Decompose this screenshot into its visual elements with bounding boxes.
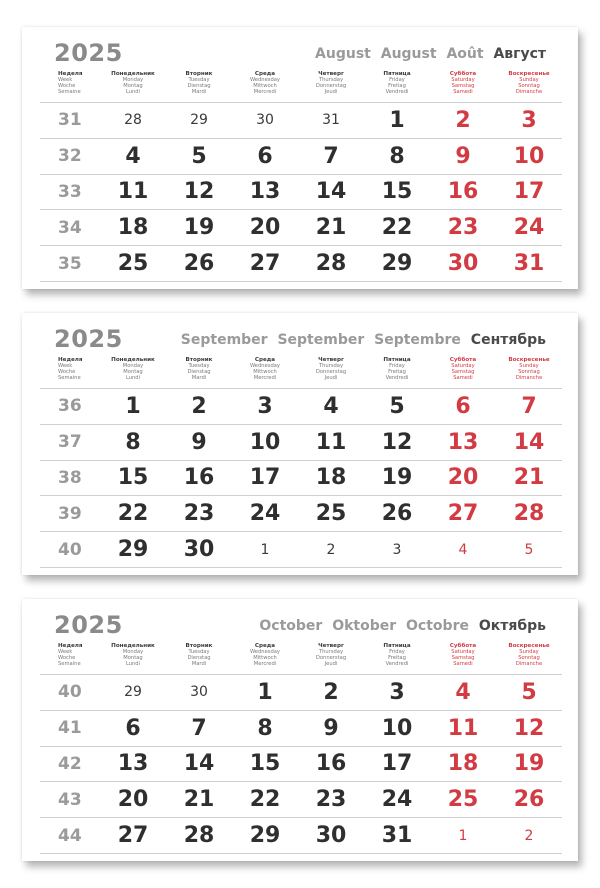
weekday-label-de: Dienstag <box>187 369 211 375</box>
day-cell: 15 <box>381 179 413 205</box>
weekday-label-en: Friday <box>389 363 405 369</box>
weekday-label-ru: Суббота <box>449 643 477 649</box>
day-cell: 20 <box>447 465 479 491</box>
day-cell: 23 <box>183 501 215 527</box>
weekday-label-de: Samstag <box>451 369 475 375</box>
weekday-label-ru: Четверг <box>318 357 344 363</box>
weekday-label-en: Saturday <box>451 649 475 655</box>
day-cell: 24 <box>249 501 281 527</box>
weekday-label-fr: Samedi <box>453 375 473 381</box>
day-cell: 31 <box>513 251 545 277</box>
weekday-header-cell <box>166 643 232 673</box>
weekday-header-cell <box>430 357 496 387</box>
year-label: 2025 <box>54 611 123 639</box>
day-cell: 20 <box>249 215 281 241</box>
week-row <box>40 209 562 245</box>
weekday-label-fr: Mardi <box>191 375 207 381</box>
weekday-label-ru: Воскресенье <box>508 357 550 363</box>
weekday-label-de: Sonntag <box>518 83 540 89</box>
day-cell: 26 <box>513 787 545 813</box>
month-name-de: September <box>277 332 365 348</box>
day-cell: 23 <box>315 787 347 813</box>
day-cell: 6 <box>455 393 471 419</box>
weekday-label-en: Tuesday <box>188 77 210 83</box>
weekday-label-de: Woche <box>58 369 76 375</box>
day-cell: 9 <box>191 429 207 455</box>
week-number: 33 <box>58 181 82 202</box>
week-row <box>40 674 562 710</box>
day-cell: 24 <box>513 215 545 241</box>
day-cell: 10 <box>513 143 545 169</box>
month-names <box>310 46 546 62</box>
day-cell: 8 <box>389 143 405 169</box>
day-cell: 7 <box>521 393 537 419</box>
weekday-label-fr: Jeudi <box>324 661 338 667</box>
weekday-label-en: Monday <box>122 649 144 655</box>
week-number: 41 <box>58 718 82 739</box>
day-cell: 16 <box>447 179 479 205</box>
day-cell: 9 <box>323 715 339 741</box>
weekday-label-ru: Вторник <box>185 643 213 649</box>
weekday-label-de: Freitag <box>388 655 406 661</box>
month-panel-august <box>22 27 578 289</box>
weekday-label-ru: Понедельник <box>111 71 155 77</box>
week-number: 31 <box>58 110 82 131</box>
day-cell: 3 <box>521 107 537 133</box>
weekday-label-en: Sunday <box>519 649 539 655</box>
weekday-label-en: Week <box>58 77 73 83</box>
day-cell: 1 <box>389 107 405 133</box>
month-name-en: October <box>259 618 323 634</box>
day-cell: 28 <box>315 251 347 277</box>
year-label: 2025 <box>54 39 123 67</box>
day-cell: 27 <box>117 823 149 849</box>
month-name-ru: Октябрь <box>478 618 546 634</box>
weekday-label-fr: Lundi <box>125 89 141 95</box>
week-number: 34 <box>58 217 82 238</box>
day-cell: 17 <box>249 465 281 491</box>
weekday-label-en: Wednesday <box>249 77 281 83</box>
day-cell: 30 <box>183 537 215 563</box>
month-name-de: August <box>380 46 437 62</box>
day-cell: 5 <box>389 393 405 419</box>
day-cell: 19 <box>381 465 413 491</box>
weekday-label-en: Sunday <box>519 77 539 83</box>
day-cell: 26 <box>381 501 413 527</box>
day-cell: 14 <box>183 751 215 777</box>
weekday-label-en: Sunday <box>519 363 539 369</box>
weekday-label-fr: Semaine <box>58 375 81 381</box>
weekday-label-fr: Mercredi <box>253 661 277 667</box>
day-cell: 17 <box>513 179 545 205</box>
weekday-label-ru: Неделя <box>58 643 83 649</box>
calendar-grid <box>40 674 562 854</box>
weekday-label-ru: Неделя <box>58 71 83 77</box>
week-number: 40 <box>58 682 82 703</box>
week-number: 37 <box>58 432 82 453</box>
day-cell: 12 <box>183 179 215 205</box>
weekday-header-cell <box>232 357 298 387</box>
day-cell: 3 <box>257 393 273 419</box>
weekday-label-ru: Среда <box>254 71 276 77</box>
adjacent-month-day-cell: 3 <box>392 541 402 558</box>
weekday-header-cell <box>496 71 562 101</box>
weekday-label-de: Mittwoch <box>253 369 277 375</box>
week-number: 40 <box>58 539 82 560</box>
weekday-label-de: Sonntag <box>518 369 540 375</box>
day-cell: 2 <box>455 107 471 133</box>
adjacent-month-day-cell: 2 <box>524 827 534 844</box>
day-cell: 29 <box>249 823 281 849</box>
weekday-label-ru: Пятница <box>383 357 411 363</box>
day-cell: 14 <box>315 179 347 205</box>
day-cell: 25 <box>117 251 149 277</box>
day-cell: 13 <box>249 179 281 205</box>
day-cell: 29 <box>117 537 149 563</box>
day-cell: 29 <box>381 251 413 277</box>
day-cell: 16 <box>183 465 215 491</box>
weekday-label-de: Montag <box>123 83 143 89</box>
day-cell: 5 <box>191 143 207 169</box>
day-cell: 20 <box>117 787 149 813</box>
year-label: 2025 <box>54 325 123 353</box>
weekday-label-de: Mittwoch <box>253 83 277 89</box>
day-cell: 22 <box>249 787 281 813</box>
day-cell: 22 <box>117 501 149 527</box>
week-row <box>40 781 562 817</box>
adjacent-month-day-cell: 2 <box>326 541 336 558</box>
weekday-label-en: Thursday <box>318 77 344 83</box>
day-cell: 6 <box>125 715 141 741</box>
weekday-label-en: Tuesday <box>188 649 210 655</box>
day-cell: 7 <box>323 143 339 169</box>
adjacent-month-day-cell: 1 <box>458 827 468 844</box>
weekday-header <box>40 643 562 673</box>
week-number: 44 <box>58 825 82 846</box>
adjacent-month-day-cell: 31 <box>322 112 340 129</box>
weekday-header-cell <box>364 643 430 673</box>
week-row <box>40 424 562 460</box>
weekday-label-fr: Dimanche <box>515 89 543 95</box>
weekday-label-ru: Четверг <box>318 71 344 77</box>
weekday-header-cell <box>364 71 430 101</box>
week-row <box>40 245 562 282</box>
weekday-label-de: Montag <box>123 655 143 661</box>
weekday-label-fr: Semaine <box>58 661 81 667</box>
weekday-header-cell <box>100 643 166 673</box>
weekday-label-en: Thursday <box>318 363 344 369</box>
week-row <box>40 531 562 568</box>
adjacent-month-day-cell: 4 <box>458 541 468 558</box>
weekday-label-de: Woche <box>58 83 76 89</box>
weekday-label-fr: Dimanche <box>515 375 543 381</box>
weekday-label-fr: Vendredi <box>385 89 409 95</box>
day-cell: 15 <box>117 465 149 491</box>
weekday-label-ru: Пятница <box>383 643 411 649</box>
week-number: 32 <box>58 146 82 167</box>
day-cell: 19 <box>513 751 545 777</box>
week-row <box>40 460 562 496</box>
weekday-label-en: Friday <box>389 649 405 655</box>
month-name-ru: Сентябрь <box>470 332 546 348</box>
day-cell: 16 <box>315 751 347 777</box>
day-cell: 22 <box>381 215 413 241</box>
month-name-fr: Septembre <box>374 332 461 348</box>
month-name-fr: Octobre <box>406 618 469 634</box>
month-panel-october <box>22 599 578 861</box>
weekday-label-fr: Lundi <box>125 375 141 381</box>
weekday-header-cell <box>40 643 100 673</box>
week-number: 38 <box>58 467 82 488</box>
week-row <box>40 102 562 138</box>
day-cell: 11 <box>315 429 347 455</box>
weekday-header-cell <box>232 643 298 673</box>
weekday-label-de: Samstag <box>451 655 475 661</box>
day-cell: 18 <box>447 751 479 777</box>
day-cell: 28 <box>183 823 215 849</box>
day-cell: 14 <box>513 429 545 455</box>
weekday-label-fr: Samedi <box>453 661 473 667</box>
day-cell: 31 <box>381 823 413 849</box>
week-row <box>40 817 562 854</box>
day-cell: 26 <box>183 251 215 277</box>
weekday-label-fr: Samedi <box>453 89 473 95</box>
weekday-header-cell <box>496 357 562 387</box>
day-cell: 30 <box>447 251 479 277</box>
day-cell: 3 <box>389 679 405 705</box>
weekday-label-de: Montag <box>123 369 143 375</box>
week-row <box>40 710 562 746</box>
day-cell: 4 <box>455 679 471 705</box>
day-cell: 6 <box>257 143 273 169</box>
weekday-label-fr: Dimanche <box>515 661 543 667</box>
day-cell: 5 <box>521 679 537 705</box>
weekday-label-en: Saturday <box>451 77 475 83</box>
day-cell: 19 <box>183 215 215 241</box>
weekday-header-cell <box>166 357 232 387</box>
month-name-de: Oktober <box>332 618 397 634</box>
weekday-label-en: Week <box>58 363 73 369</box>
day-cell: 11 <box>447 715 479 741</box>
weekday-label-ru: Неделя <box>58 357 83 363</box>
weekday-label-ru: Среда <box>254 643 276 649</box>
weekday-label-en: Tuesday <box>188 363 210 369</box>
week-row <box>40 746 562 782</box>
weekday-label-de: Freitag <box>388 369 406 375</box>
day-cell: 30 <box>315 823 347 849</box>
weekday-label-fr: Vendredi <box>385 375 409 381</box>
week-number: 35 <box>58 253 82 274</box>
weekday-label-en: Thursday <box>318 649 344 655</box>
weekday-label-ru: Вторник <box>185 71 213 77</box>
month-name-ru: Август <box>493 46 546 62</box>
weekday-header-cell <box>298 71 364 101</box>
day-cell: 13 <box>447 429 479 455</box>
weekday-label-en: Monday <box>122 363 144 369</box>
weekday-header-cell <box>364 357 430 387</box>
weekday-header-cell <box>40 357 100 387</box>
week-number: 39 <box>58 503 82 524</box>
day-cell: 17 <box>381 751 413 777</box>
weekday-label-de: Donnerstag <box>315 655 347 661</box>
day-cell: 2 <box>323 679 339 705</box>
weekday-label-ru: Вторник <box>185 357 213 363</box>
weekday-label-ru: Воскресенье <box>508 71 550 77</box>
weekday-label-de: Samstag <box>451 83 475 89</box>
day-cell: 1 <box>257 679 273 705</box>
day-cell: 28 <box>513 501 545 527</box>
day-cell: 12 <box>381 429 413 455</box>
week-number: 42 <box>58 753 82 774</box>
day-cell: 25 <box>447 787 479 813</box>
weekday-label-en: Wednesday <box>249 649 281 655</box>
day-cell: 18 <box>117 215 149 241</box>
calendar-grid <box>40 102 562 282</box>
weekday-header-cell <box>166 71 232 101</box>
week-row <box>40 388 562 424</box>
month-names <box>176 332 546 348</box>
weekday-header-cell <box>298 643 364 673</box>
weekday-label-fr: Lundi <box>125 661 141 667</box>
weekday-label-fr: Mardi <box>191 661 207 667</box>
weekday-label-ru: Суббота <box>449 357 477 363</box>
day-cell: 21 <box>513 465 545 491</box>
week-number: 43 <box>58 789 82 810</box>
week-row <box>40 138 562 174</box>
weekday-label-en: Friday <box>389 77 405 83</box>
weekday-label-ru: Понедельник <box>111 357 155 363</box>
adjacent-month-day-cell: 29 <box>124 684 142 701</box>
weekday-label-ru: Воскресенье <box>508 643 550 649</box>
weekday-label-de: Dienstag <box>187 655 211 661</box>
weekday-label-fr: Mercredi <box>253 375 277 381</box>
weekday-label-fr: Semaine <box>58 89 81 95</box>
month-name-en: September <box>180 332 268 348</box>
weekday-header-cell <box>232 71 298 101</box>
weekday-label-de: Sonntag <box>518 655 540 661</box>
weekday-header-cell <box>496 643 562 673</box>
day-cell: 10 <box>381 715 413 741</box>
weekday-header-cell <box>298 357 364 387</box>
month-name-fr: Août <box>446 46 484 62</box>
day-cell: 25 <box>315 501 347 527</box>
weekday-header-cell <box>100 357 166 387</box>
weekday-label-fr: Jeudi <box>324 375 338 381</box>
day-cell: 10 <box>249 429 281 455</box>
week-row <box>40 495 562 531</box>
weekday-label-fr: Mercredi <box>253 89 277 95</box>
weekday-label-de: Donnerstag <box>315 369 347 375</box>
weekday-label-fr: Jeudi <box>324 89 338 95</box>
weekday-label-de: Dienstag <box>187 83 211 89</box>
weekday-label-de: Mittwoch <box>253 655 277 661</box>
day-cell: 4 <box>323 393 339 419</box>
weekday-header-cell <box>430 71 496 101</box>
weekday-label-de: Donnerstag <box>315 83 347 89</box>
adjacent-month-day-cell: 30 <box>256 112 274 129</box>
weekday-header-cell <box>430 643 496 673</box>
weekday-header-cell <box>100 71 166 101</box>
month-panel-september <box>22 313 578 575</box>
weekday-label-ru: Понедельник <box>111 643 155 649</box>
day-cell: 8 <box>257 715 273 741</box>
weekday-label-en: Wednesday <box>249 363 281 369</box>
day-cell: 15 <box>249 751 281 777</box>
weekday-label-ru: Четверг <box>318 643 344 649</box>
week-number: 36 <box>58 396 82 417</box>
adjacent-month-day-cell: 28 <box>124 112 142 129</box>
weekday-label-ru: Среда <box>254 357 276 363</box>
day-cell: 4 <box>125 143 141 169</box>
adjacent-month-day-cell: 5 <box>524 541 534 558</box>
day-cell: 8 <box>125 429 141 455</box>
weekday-header-cell <box>40 71 100 101</box>
day-cell: 7 <box>191 715 207 741</box>
day-cell: 23 <box>447 215 479 241</box>
weekday-label-ru: Пятница <box>383 71 411 77</box>
weekday-label-de: Woche <box>58 655 76 661</box>
month-name-en: August <box>315 46 371 62</box>
day-cell: 21 <box>315 215 347 241</box>
adjacent-month-day-cell: 1 <box>260 541 270 558</box>
day-cell: 12 <box>513 715 545 741</box>
weekday-header <box>40 71 562 101</box>
weekday-header <box>40 357 562 387</box>
day-cell: 27 <box>249 251 281 277</box>
adjacent-month-day-cell: 29 <box>190 112 208 129</box>
day-cell: 1 <box>125 393 141 419</box>
day-cell: 18 <box>315 465 347 491</box>
weekday-label-en: Saturday <box>451 363 475 369</box>
weekday-label-fr: Mardi <box>191 89 207 95</box>
weekday-label-fr: Vendredi <box>385 661 409 667</box>
calendar-grid <box>40 388 562 568</box>
weekday-label-en: Monday <box>122 77 144 83</box>
day-cell: 2 <box>191 393 207 419</box>
weekday-label-de: Freitag <box>388 83 406 89</box>
adjacent-month-day-cell: 30 <box>190 684 208 701</box>
day-cell: 13 <box>117 751 149 777</box>
day-cell: 21 <box>183 787 215 813</box>
weekday-label-ru: Суббота <box>449 71 477 77</box>
month-names <box>254 618 546 634</box>
day-cell: 9 <box>455 143 471 169</box>
week-row <box>40 174 562 210</box>
day-cell: 11 <box>117 179 149 205</box>
day-cell: 24 <box>381 787 413 813</box>
weekday-label-en: Week <box>58 649 73 655</box>
day-cell: 27 <box>447 501 479 527</box>
